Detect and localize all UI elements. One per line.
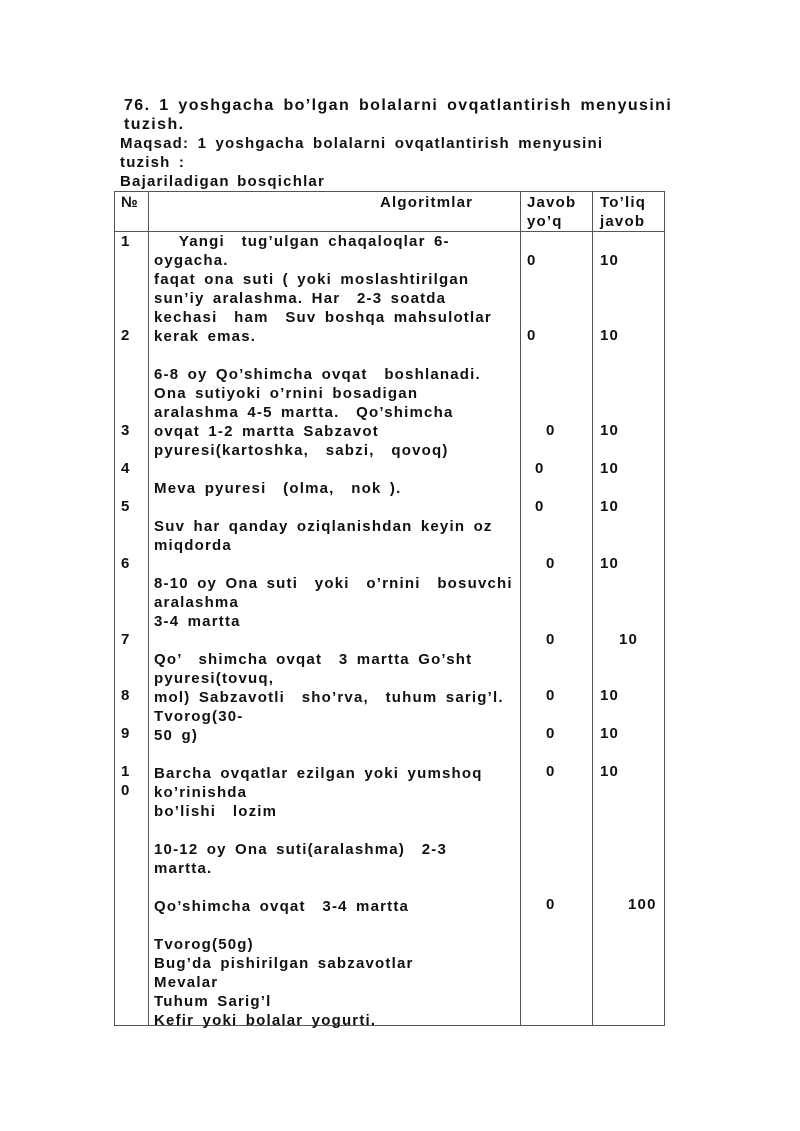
full-answer-value: 10	[600, 460, 620, 477]
row-number: 9	[121, 725, 131, 742]
no-answer-value: 0	[535, 460, 545, 477]
no-answer-value: 0	[546, 687, 556, 704]
row-number: 2	[121, 327, 131, 344]
full-answer-value: 10	[600, 763, 620, 780]
full-answer-value: 10	[600, 687, 620, 704]
header-number: №	[121, 194, 139, 211]
full-answer-value: 10	[600, 555, 620, 572]
table-divider	[148, 192, 149, 1025]
row-number: 8	[121, 687, 131, 704]
row-number: 5	[121, 498, 131, 515]
row-number: 1	[121, 233, 131, 250]
row-number: 3	[121, 422, 131, 439]
full-answer-value: 10	[600, 725, 620, 742]
full-answer-value: 10	[600, 422, 620, 439]
no-answer-value: 0	[546, 896, 556, 913]
header-full-answer: To’liq javob	[600, 194, 647, 230]
document-heading: 76. 1 yoshgacha bo’lgan bolalarni ovqatlantirish menyusini tuzish.	[124, 97, 673, 133]
table-divider	[520, 192, 521, 1025]
row-number: 4	[121, 460, 131, 477]
header-algorithms: Algoritmlar	[380, 194, 474, 211]
no-answer-value: 0	[546, 725, 556, 742]
no-answer-value: 0	[535, 498, 545, 515]
full-answer-value: 10	[600, 327, 620, 344]
no-answer-value: 0	[546, 555, 556, 572]
full-answer-value: 10	[600, 252, 620, 269]
header-no-answer: Javob yo’q	[527, 194, 577, 230]
full-answer-value: 10	[619, 631, 639, 648]
no-answer-value: 0	[527, 252, 537, 269]
full-answer-value: 10	[600, 498, 620, 515]
no-answer-value: 0	[527, 327, 537, 344]
goal-text: Maqsad: 1 yoshgacha bolalarni ovqatlantirish menyusini tuzish :	[120, 135, 604, 171]
algorithms-text: Yangi tug’ulgan chaqaloqlar 6- oygacha. faqat ona suti ( yoki moslashtirilgan sun’iy aralashma. Har 2-3 soatda kechasi ham Suv boshqa mahsulotlar kerak emas. 6-8 oy Qo’shimcha ovqat boshlanadi. Ona sutiyoki o’rnini bosadigan aralashma 4-5 martta. Qo’shimcha ovqat 1-2 martta Sabzavot pyuresi(kartoshka, sabzi, qovoq) Meva pyuresi (olma, nok ). Suv har qanday oziqlanishdan keyin oz miqdorda 8-10 oy Ona suti yoki o’rnini bosuvchi aralashma 3-4 martta Qo’ shimcha ovqat 3 martta Go’sht pyuresi(tovuq, mol) Sabzavotli sho’rva, tuhum sarig’l. Tvorog(30- 50 g) Barcha ovqatlar ezilgan yoki yumshoq ko’rinishda bo’lishi lozim 10-12 oy Ona suti(aralashma) 2-3 martta. Qo’shimcha ovqat 3-4 martta Tvorog(50g) Bug’da pishirilgan sabzavotlar Mevalar Tuhum Sarig’l Kefir yoki bolalar yogurti.	[154, 233, 513, 1029]
row-number: 1 0	[121, 763, 131, 799]
row-number: 6	[121, 555, 131, 572]
no-answer-value: 0	[546, 631, 556, 648]
row-number: 7	[121, 631, 131, 648]
table-divider	[592, 192, 593, 1025]
steps-title: Bajariladigan bosqichlar	[120, 173, 326, 190]
full-answer-value: 100	[628, 896, 657, 913]
no-answer-value: 0	[546, 763, 556, 780]
no-answer-value: 0	[546, 422, 556, 439]
